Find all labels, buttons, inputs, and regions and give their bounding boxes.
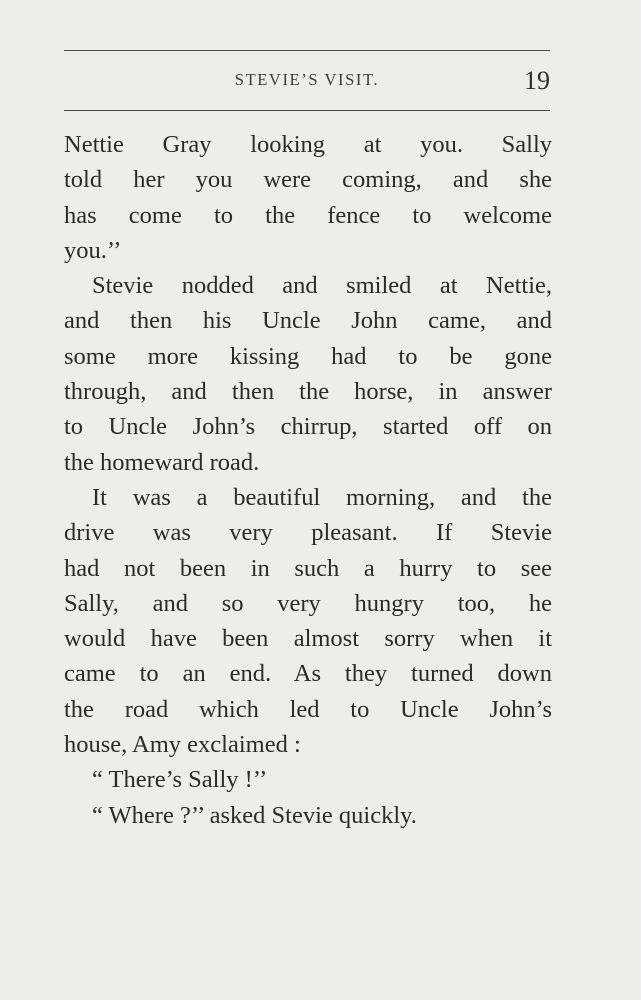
running-title: STEVIE’S VISIT.: [234, 70, 380, 89]
header-rule-top: [64, 50, 550, 51]
text-line: It was a beautiful morning, and the: [92, 483, 552, 511]
body-text: [64, 127, 552, 833]
running-head: [64, 66, 550, 96]
text-line: some more kissing had to be gone: [64, 342, 552, 370]
paragraph: [64, 798, 552, 833]
text-line: you.’’: [64, 236, 122, 264]
text-line: Stevie nodded and smiled at Nettie,: [92, 272, 552, 300]
text-line: Sally, and so very hungry too, he: [64, 589, 552, 617]
text-line: to Uncle John’s chirrup, started off on: [64, 413, 552, 441]
paragraph: [64, 127, 552, 268]
text-line: Nettie Gray looking at you. Sally: [64, 131, 552, 158]
text-line: told her you were coming, and she: [64, 166, 552, 194]
paragraph: [64, 762, 552, 797]
text-line: the homeward road.: [64, 448, 260, 476]
text-line: “ Where ?’’ asked Stevie quickly.: [92, 801, 417, 829]
text-line: the road which led to Uncle John’s: [64, 695, 552, 723]
header-rule-bottom: [64, 110, 550, 111]
paragraph: [64, 480, 552, 762]
text-line: would have been almost sorry when it: [64, 625, 552, 653]
text-line: has come to the fence to welcome: [64, 201, 552, 229]
text-line: “ There’s Sally !’’: [92, 766, 268, 794]
paragraph: [64, 268, 552, 480]
text-line: had not been in such a hurry to see: [64, 554, 552, 582]
text-line: came to an end. As they turned down: [64, 660, 552, 688]
text-line: house, Amy exclaimed :: [64, 731, 301, 759]
text-line: through, and then the horse, in answer: [64, 378, 552, 406]
text-line: drive was very pleasant. If Stevie: [64, 519, 552, 547]
page-number: 19: [524, 66, 550, 95]
text-line: and then his Uncle John came, and: [64, 307, 552, 335]
